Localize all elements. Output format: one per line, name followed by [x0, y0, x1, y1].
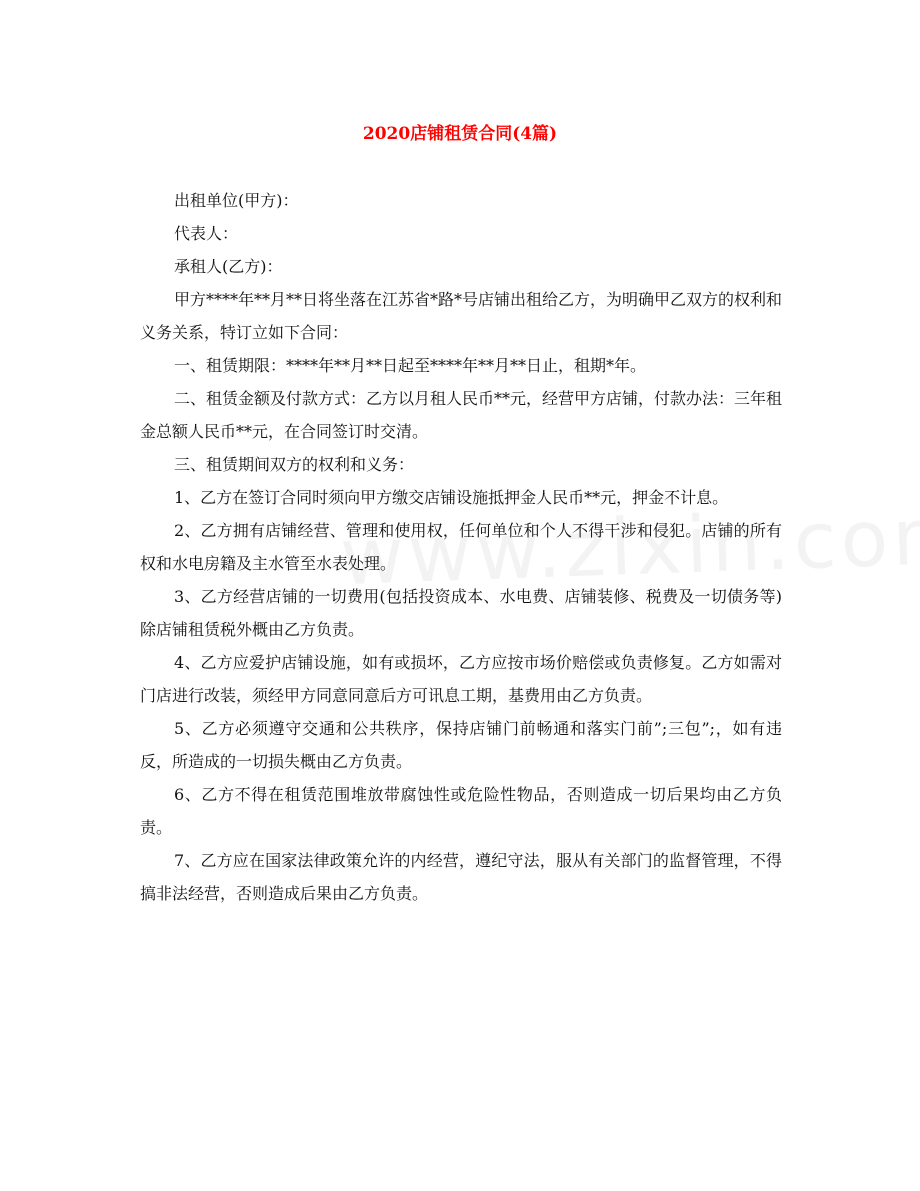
party-a-line: 出租单位(甲方)： — [174, 191, 299, 210]
item-5-public-order: 5、乙方必须遵守交通和公共秩序，保持店铺门前畅通和落实门前”;三包”;，如有违反，所造成的一切损失概由乙方负责。 — [140, 719, 782, 771]
item-1-deposit: 1、乙方在签订合同时须向甲方缴交店铺设施抵押金人民币**元，押金不计息。 — [174, 488, 729, 507]
preamble-paragraph: 甲方****年**月**日将坐落在江苏省*路*号店铺出租给乙方，为明确甲乙双方的权利和义务关系，特订立如下合同： — [140, 290, 783, 342]
document-body — [140, 184, 782, 910]
item-7-legal-compliance: 7、乙方应在国家法律政策允许的内经营，遵纪守法，服从有关部门的监督管理，不得搞非法经营，否则造成后果由乙方负责。 — [140, 851, 782, 903]
item-6-hazardous-goods: 6、乙方不得在租赁范围堆放带腐蚀性或危险性物品，否则造成一切后果均由乙方负责。 — [140, 785, 782, 837]
party-b-line: 承租人(乙方)： — [174, 257, 283, 276]
clause-rent-payment: 二、租赁金额及付款方式：乙方以月租人民币**元，经营甲方店铺，付款办法：三年租金总额人民币**元，在合同签订时交清。 — [140, 389, 783, 441]
item-4-facilities: 4、乙方应爱护店铺设施，如有或损坏，乙方应按市场价赔偿或负责修复。乙方如需对门店进行改装，须经甲方同意同意后方可讯息工期，基费用由乙方负责。 — [140, 653, 782, 705]
representative-line: 代表人： — [174, 224, 239, 243]
clause-lease-term: 一、租赁期限：****年**月**日起至****年**月**日止，租期*年。 — [174, 356, 647, 375]
item-2-usage-rights: 2、乙方拥有店铺经营、管理和使用权，任何单位和个人不得干涉和侵犯。店铺的所有权和水电房籍及主水管至水表处理。 — [140, 521, 782, 573]
clause-rights-duties-heading: 三、租赁期间双方的权利和义务： — [174, 455, 415, 474]
item-3-expenses: 3、乙方经营店铺的一切费用(包括投资成本、水电费、店铺装修、税费及一切债务等)除店铺租赁税外概由乙方负责。 — [140, 587, 782, 639]
document-title: 2020店铺租赁合同(4篇) — [362, 124, 558, 144]
